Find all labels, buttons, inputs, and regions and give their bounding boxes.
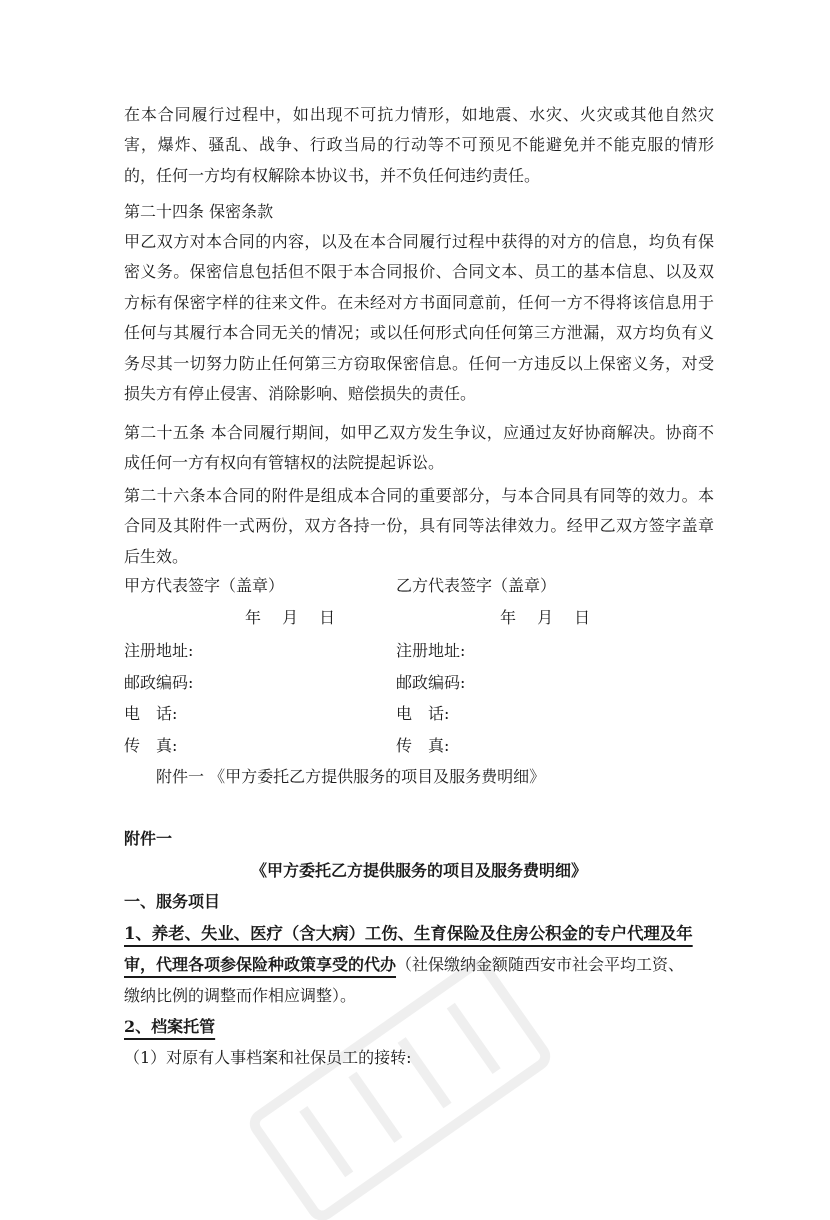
appendix-title: 《甲方委托乙方提供服务的项目及服务费明细》 — [250, 861, 587, 880]
article-24-text: 甲乙双方对本合同的内容，以及在本合同履行过程中获得的对方的信息，均负有保密义务。保密信息包括但不限于本合同报价、合同文本、员工的基本信息、以及双方标有保密字样的往来文件。在未经对方书面同意前，任何一方不得将该信息用于任何与其履行本合同无关的情况；或以任何形式向任何第三方泄漏，双方均负有义务尽其一切努力防止任何第三方窃取保密信息。任何一方违反以上保密义务，对受损失方有停止侵害、消除影响、赔偿损失的责任。 — [124, 232, 714, 404]
party-b-postcode: 邮政编码: — [396, 673, 466, 692]
party-a-phone: 电 话: — [124, 704, 178, 723]
party-a-signature-label: 甲方代表签字（盖章） — [124, 576, 285, 595]
party-a-date: 年 月 日 — [245, 608, 336, 627]
party-a-postcode: 邮政编码: — [124, 673, 194, 692]
item-1-line-2 — [124, 955, 684, 975]
party-a-fax: 传 真: — [124, 736, 178, 755]
party-b-date: 年 月 日 — [500, 608, 591, 627]
item-1-line-3: 缴纳比例的调整而作相应调整）。 — [124, 986, 357, 1005]
attachment-reference: 附件一 《甲方委托乙方提供服务的项目及服务费明细》 — [156, 767, 546, 786]
party-b-fax: 传 真: — [396, 736, 450, 755]
item-1-line-2-tail: （社保缴纳金额随西安市社会平均工资、 — [396, 955, 685, 974]
item-1-line-1: 1、养老、失业、医疗（含大病）工伤、生育保险及住房公积金的专户代理及年 — [124, 924, 693, 943]
article-25-text: 第二十五条 本合同履行期间，如甲乙双方发生争议，应通过友好协商解决。协商不成任何一方有权向有管辖权的法院提起诉讼。 — [124, 423, 714, 473]
section-1-heading: 一、服务项目 — [124, 892, 221, 911]
item-2-heading: 2、档案托管 — [124, 1017, 216, 1036]
party-b-signature-label: 乙方代表签字（盖章） — [396, 576, 557, 595]
item-2-sub-1: （1）对原有人事档案和社保员工的接转: — [124, 1048, 412, 1067]
article-24-title: 第二十四条 保密条款 — [124, 202, 274, 221]
party-a-address: 注册地址: — [124, 641, 194, 660]
item-1-line-2-bold: 审，代理各项参保险种政策享受的代办 — [124, 955, 397, 974]
appendix-heading: 附件一 — [124, 829, 173, 848]
article-26-text: 第二十六条本合同的附件是组成本合同的重要部分，与本合同具有同等的效力。本合同及其附件一式两份，双方各持一份，具有同等法律效力。经甲乙双方签字盖章后生效。 — [124, 486, 714, 566]
party-b-phone: 电 话: — [396, 704, 450, 723]
party-b-address: 注册地址: — [396, 641, 466, 660]
article-23-text: 在本合同履行过程中，如出现不可抗力情形，如地震、水灾、火灾或其他自然灾害，爆炸、骚乱、战争、行政当局的行动等不可预见不能避免并不能克服的情形的，任何一方均有权解除本协议书，并不负任何违约责任。 — [124, 105, 714, 185]
